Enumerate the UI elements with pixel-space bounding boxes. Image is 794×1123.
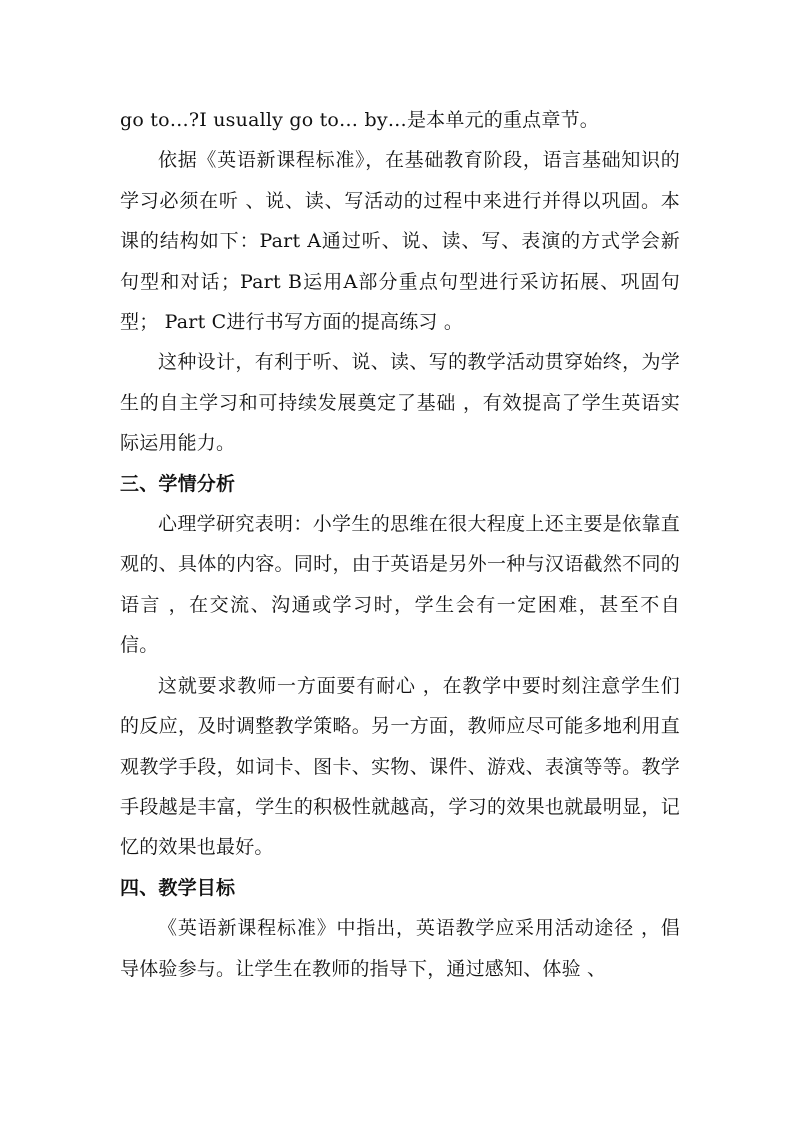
paragraph-curriculum-standard: 依据《英语新课程标准》，在基础教育阶段，语言基础知识的学习必须在听 、说、读、写活动的过程中来进行并得以巩固。本课的结构如下：Part A通过听、说、读、写、表演的方式学会新句型和对话；Part B运用A部分重点句型进行采访拓展、巩固句型； Part C进行书写方面的提高练习 。 xyxy=(120,149,680,334)
paragraph-design-benefits: 这种设计，有利于听、说、读、写的教学活动贯穿始终，为学生的自主学习和可持续发展奠定了基础 ，有效提高了学生英语实际运用能力。 xyxy=(120,351,680,455)
document-body xyxy=(120,100,680,989)
section-heading-student-analysis: 三、学情分析 xyxy=(120,472,236,495)
section-heading-teaching-objectives: 四、教学目标 xyxy=(120,876,236,899)
paragraph-psychology-research: 心理学研究表明：小学生的思维在很大程度上还主要是依靠直观的、具体的内容。同时，由于英语是另外一种与汉语截然不同的语言 ，在交流、沟通或学习时，学生会有一定困难，甚至不自信。 xyxy=(120,513,680,657)
paragraph-continuation: go to…?I usually go to… by…是本单元的重点章节。 xyxy=(120,109,599,131)
paragraph-objectives-intro: 《英语新课程标准》中指出，英语教学应采用活动途径 ，倡导体验参与。让学生在教师的指导下，通过感知、体验 、 xyxy=(120,917,680,980)
paragraph-teaching-strategy: 这就要求教师一方面要有耐心 ，在教学中要时刻注意学生们的反应，及时调整教学策略。另一方面，教师应尽可能多地利用直观教学手段，如词卡、图卡、实物、课件、游戏、表演等等。教学手段越是丰富，学生的积极性就越高，学习的效果也就最明显，记忆的效果也最好。 xyxy=(120,674,680,859)
